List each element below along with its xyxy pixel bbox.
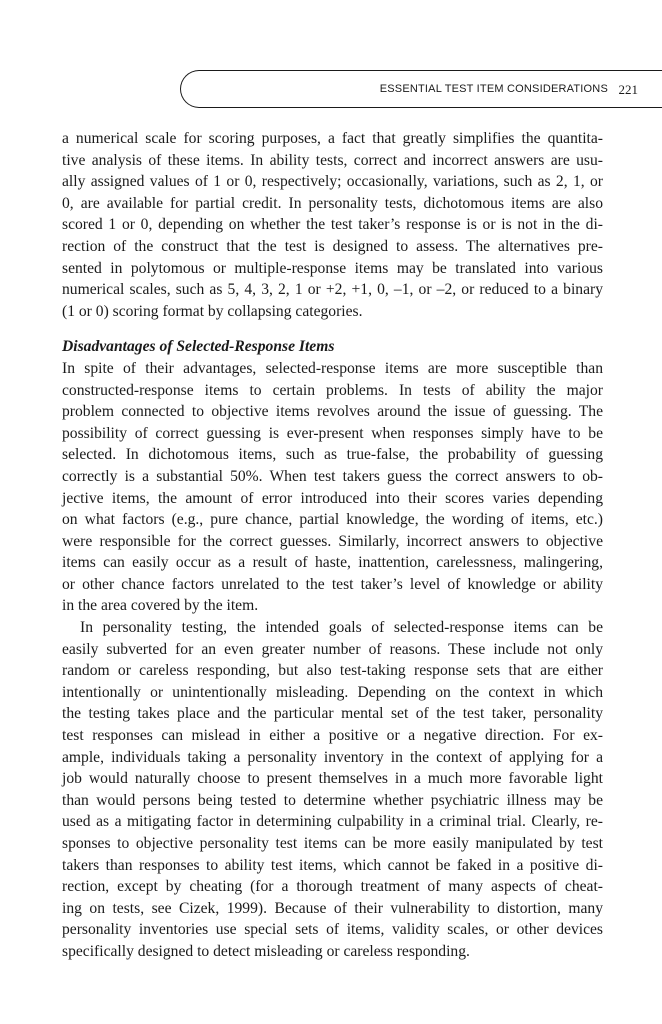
- text-line: in the area covered by the item.: [62, 597, 259, 615]
- text-line: numerical scales, such as 5, 4, 3, 2, 1 or +2, +1, 0, –1, or –2, or reduced to a binary: [62, 281, 603, 299]
- text-line: rection, except by cheating (for a thorough treatment of many aspects of cheat-: [62, 878, 603, 896]
- text-line: In personality testing, the intended goals of selected-response items can be: [80, 619, 603, 637]
- paragraph-1: [62, 128, 603, 322]
- paragraph-gap: [62, 322, 603, 336]
- text-line: random or careless responding, but also test-taking response sets that are either: [62, 662, 603, 680]
- text-line: rection of the construct that the test is designed to assess. The alternatives pre-: [62, 237, 603, 255]
- section-subheading: Disadvantages of Selected-Response Items: [62, 338, 335, 356]
- text-line: sponses to objective personality test items can be more easily manipulated by test: [62, 835, 603, 852]
- text-line: personality inventories use special sets of items, validity scales, or other devices: [62, 921, 603, 939]
- text-line: ing on tests, see Cizek, 1999). Because of their vulnerability to distortion, many: [62, 899, 603, 917]
- paragraph-2: [62, 358, 603, 617]
- text-line: ally assigned values of 1 or 0, respectively; occasionally, variations, such as 2, 1, or: [62, 173, 603, 191]
- text-line: job would naturally choose to present themselves in a much more favorable light: [62, 770, 603, 788]
- text-line: (1 or 0) scoring format by collapsing categories.: [62, 302, 363, 320]
- text-line: a numerical scale for scoring purposes, a fact that greatly simplifies the quantita-: [62, 130, 603, 147]
- text-line: on what factors (e.g., pure chance, partial knowledge, the wording of items, etc.): [62, 511, 603, 529]
- text-line: ample, individuals taking a personality inventory in the context of applying for a: [62, 748, 603, 766]
- text-line: scored 1 or 0, depending on whether the test taker’s response is or is not in the di-: [62, 216, 603, 234]
- text-line: constructed-response items to certain problems. In tests of ability the major: [62, 381, 603, 399]
- running-head-title: ESSENTIAL TEST ITEM CONSIDERATIONS: [379, 83, 608, 95]
- text-line: sented in polytomous or multiple-response items may be translated into various: [62, 259, 603, 277]
- text-line: easily subverted for an even greater number of reasons. These include not only: [62, 640, 603, 658]
- text-line: intentionally or unintentionally misleading. Depending on the context in which: [62, 683, 603, 701]
- page-number: 221: [618, 82, 638, 97]
- text-line: specifically designed to detect misleading or careless responding.: [62, 942, 470, 960]
- text-line: items can easily occur as a result of haste, inattention, carelessness, malingering,: [62, 554, 603, 572]
- text-line: the testing takes place and the particular mental set of the test taker, personality: [62, 705, 603, 723]
- text-line: In spite of their advantages, selected-response items are more susceptible than: [62, 359, 603, 377]
- paragraph-3: [62, 617, 603, 963]
- text-line: selected. In dichotomous items, such as true-false, the probability of guessing: [62, 446, 603, 464]
- text-line: jective items, the amount of error introduced into their scores varies depending: [62, 489, 603, 507]
- text-line: correctly is a substantial 50%. When test takers guess the correct answers to ob-: [62, 467, 603, 485]
- text-line: or other chance factors unrelated to the test taker’s level of knowledge or ability: [62, 575, 603, 593]
- text-line: used as a mitigating factor in determining culpability in a criminal trial. Clearly, re-: [62, 813, 603, 831]
- page-body: [62, 128, 603, 963]
- running-head: [180, 70, 662, 108]
- text-line: 0, are available for partial credit. In personality tests, dichotomous items are also: [62, 194, 603, 212]
- text-line: test responses can mislead in either a positive or a negative direction. For ex-: [62, 727, 603, 745]
- text-line: were responsible for the correct guesses. Similarly, incorrect answers to objective: [62, 532, 603, 550]
- text-line: than would persons being tested to determine whether psychiatric illness may be: [62, 791, 603, 809]
- text-line: problem connected to objective items revolves around the issue of guessing. The: [62, 403, 603, 421]
- text-line: takers than responses to ability test items, which cannot be faked in a positive di-: [62, 856, 603, 874]
- text-line: possibility of correct guessing is ever-present when responses simply have to be: [62, 424, 603, 442]
- text-line: tive analysis of these items. In ability tests, correct and incorrect answers are usu-: [62, 151, 603, 169]
